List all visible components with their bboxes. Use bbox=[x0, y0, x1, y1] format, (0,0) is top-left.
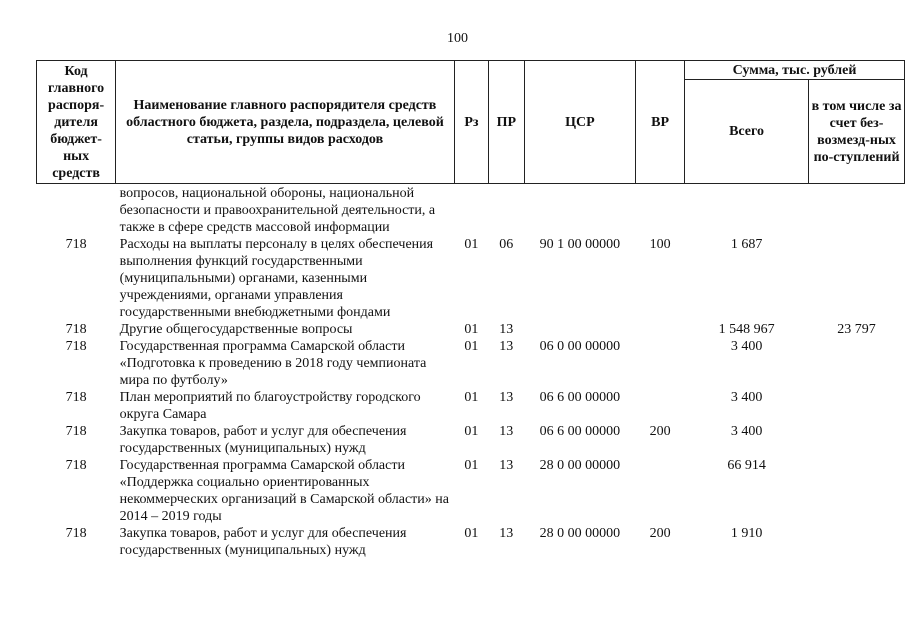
header-code: Код главного распоря-дителя бюджет-ных средств bbox=[37, 61, 116, 184]
cell-incl bbox=[809, 525, 905, 559]
cell-name: Расходы на выплаты персоналу в целях обеспечения выполнения функций государственными (муниципальными) органами, казенными учреждениями, органами управления государственными внебюджетными фондами bbox=[119, 237, 434, 320]
cell-pr: 13 bbox=[499, 458, 514, 473]
cell-incl: 23 797 bbox=[837, 322, 876, 337]
cell-code: 718 bbox=[65, 339, 87, 354]
cell-name: Государственная программа Самарской области «Подготовка к проведению в 2018 году чемпионата мира по футболу» bbox=[119, 339, 427, 388]
cell-code bbox=[37, 184, 116, 237]
cell-pr: 13 bbox=[499, 424, 514, 439]
cell-total bbox=[685, 184, 809, 237]
cell-total: 1 687 bbox=[730, 237, 763, 252]
cell-vr bbox=[636, 457, 685, 525]
cell-total: 1 910 bbox=[730, 526, 763, 541]
cell-incl bbox=[809, 184, 905, 237]
cell-code: 718 bbox=[65, 237, 87, 252]
cell-csr: 06 6 00 00000 bbox=[539, 424, 621, 439]
header-csr: ЦСР bbox=[524, 61, 636, 184]
cell-name: Другие общегосударственные вопросы bbox=[119, 322, 353, 337]
table-row bbox=[37, 457, 905, 525]
cell-vr bbox=[636, 338, 685, 389]
table-row bbox=[37, 525, 905, 559]
cell-name: Закупка товаров, работ и услуг для обеспечения государственных (муниципальных) нужд bbox=[119, 526, 407, 558]
cell-rz: 01 bbox=[464, 322, 479, 337]
cell-rz: 01 bbox=[464, 526, 479, 541]
cell-pr: 06 bbox=[499, 237, 514, 252]
table-row bbox=[37, 236, 905, 321]
cell-code: 718 bbox=[65, 526, 87, 541]
cell-rz: 01 bbox=[464, 424, 479, 439]
cell-code: 718 bbox=[65, 322, 87, 337]
cell-csr: 06 0 00 00000 bbox=[539, 339, 621, 354]
cell-vr: 200 bbox=[649, 424, 671, 439]
cell-pr: 13 bbox=[499, 390, 514, 405]
cell-code: 718 bbox=[65, 390, 87, 405]
cell-incl bbox=[809, 423, 905, 457]
table-header bbox=[37, 61, 905, 184]
table-row bbox=[37, 338, 905, 389]
cell-csr: 28 0 00 00000 bbox=[539, 458, 621, 473]
header-sum-group: Сумма, тыс. рублей bbox=[685, 61, 905, 80]
cell-total: 1 548 967 bbox=[718, 322, 775, 337]
cell-rz: 01 bbox=[464, 237, 479, 252]
header-rz: Рз bbox=[454, 61, 488, 184]
cell-name: План мероприятий по благоустройству городского округа Самара bbox=[119, 390, 421, 422]
cell-incl bbox=[809, 389, 905, 423]
cell-name: Закупка товаров, работ и услуг для обеспечения государственных (муниципальных) нужд bbox=[119, 424, 407, 456]
cell-pr: 13 bbox=[499, 339, 514, 354]
cell-total: 66 914 bbox=[727, 458, 766, 473]
cell-total: 3 400 bbox=[730, 339, 763, 354]
header-pr: ПР bbox=[489, 61, 524, 184]
cell-total: 3 400 bbox=[730, 424, 763, 439]
cell-csr bbox=[524, 184, 636, 237]
cell-code: 718 bbox=[65, 424, 87, 439]
header-vr: ВР bbox=[636, 61, 685, 184]
cell-code: 718 bbox=[65, 458, 87, 473]
cell-incl bbox=[809, 457, 905, 525]
cell-name: вопросов, национальной обороны, национальной безопасности и правоохранительной деятельности, а также в сфере средств массовой информации bbox=[119, 186, 436, 235]
cell-vr bbox=[636, 321, 685, 338]
cell-name: Государственная программа Самарской области «Поддержка социально ориентированных некоммерческих организаций в Самарской области» на 2014 – 2019 годы bbox=[119, 458, 449, 524]
cell-rz: 01 bbox=[464, 458, 479, 473]
cell-rz: 01 bbox=[464, 390, 479, 405]
cell-vr bbox=[636, 184, 685, 237]
cell-csr: 06 6 00 00000 bbox=[539, 390, 621, 405]
cell-csr bbox=[524, 321, 636, 338]
header-total: Всего bbox=[685, 80, 809, 184]
cell-pr bbox=[489, 184, 524, 237]
header-incl: в том числе за счет без-возмезд-ных по-ступлений bbox=[809, 80, 905, 184]
cell-vr: 100 bbox=[649, 237, 671, 252]
cell-total: 3 400 bbox=[730, 390, 763, 405]
budget-table bbox=[36, 60, 905, 559]
cell-csr: 28 0 00 00000 bbox=[539, 526, 621, 541]
cell-rz bbox=[454, 184, 488, 237]
table-row bbox=[37, 423, 905, 457]
table-row bbox=[37, 184, 905, 237]
header-name: Наименование главного распорядителя средств областного бюджета, раздела, подраздела, целевой статьи, группы видов расходов bbox=[116, 61, 455, 184]
table-row bbox=[37, 321, 905, 338]
cell-incl bbox=[809, 338, 905, 389]
cell-rz: 01 bbox=[464, 339, 479, 354]
table-row bbox=[37, 389, 905, 423]
cell-pr: 13 bbox=[499, 322, 514, 337]
cell-vr bbox=[636, 389, 685, 423]
cell-pr: 13 bbox=[499, 526, 514, 541]
cell-csr: 90 1 00 00000 bbox=[539, 237, 621, 252]
page-number: 100 bbox=[447, 31, 468, 46]
cell-vr: 200 bbox=[649, 526, 671, 541]
cell-incl bbox=[809, 236, 905, 321]
